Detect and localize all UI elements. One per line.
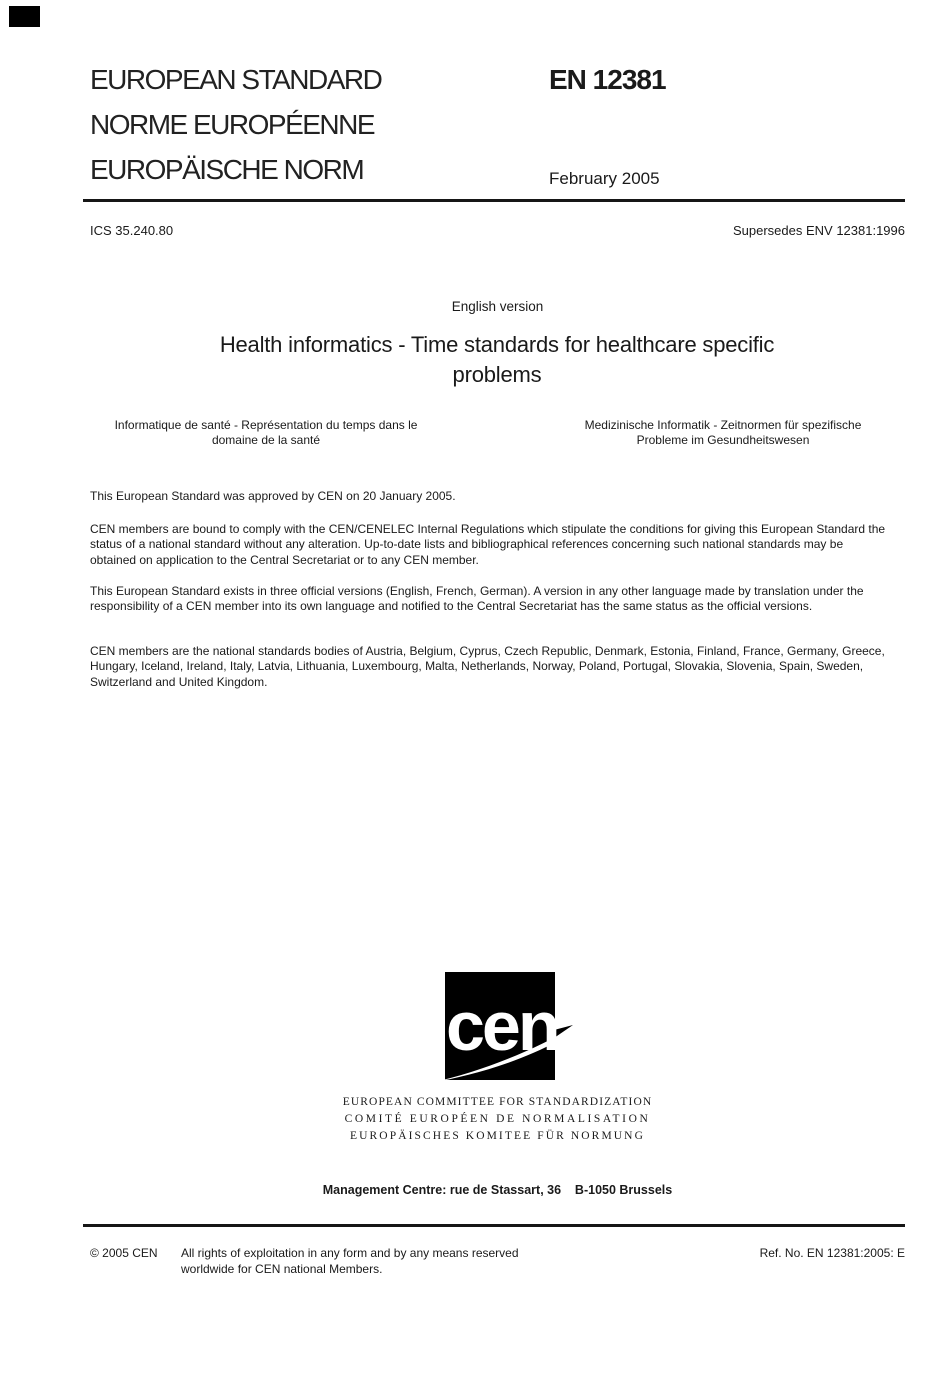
subtitle-french: Informatique de santé - Représentation du temps dans le domaine de la santé <box>114 418 418 447</box>
committee-name-de: EUROPÄISCHES KOMITEE FÜR NORMUNG <box>350 1130 645 1142</box>
footer-divider <box>83 1224 905 1227</box>
cen-logo-text: cen <box>446 987 558 1065</box>
version-label: English version <box>451 299 544 314</box>
committee-names <box>90 1094 905 1145</box>
publication-date: February 2005 <box>549 169 660 188</box>
reference-number: Ref. No. EN 12381:2005: E <box>759 1246 905 1260</box>
versions-paragraph: This European Standard exists in three official versions (English, French, German). A version in any other language made by translation under the responsibility of a CEN member into its own language and notified to the Central Secretariat has the same status as the official versions. <box>90 584 864 614</box>
members-paragraph: CEN members are the national standards bodies of Austria, Belgium, Cyprus, Czech Republic, Denmark, Estonia, Finland, France, Germany, Greece, Hungary, Iceland, Ireland, Italy, Latvia, Lithuania, Luxembourg, Malta, Netherlands, Norway, Poland, Portugal, Slovakia, Slovenia, Spain, Sweden, Switzerland and United Kingdom. <box>90 644 885 689</box>
header-divider <box>83 199 905 202</box>
masthead-title-fr: NORME EUROPÉENNE <box>90 109 375 140</box>
committee-name-fr: COMITÉ EUROPÉEN DE NORMALISATION <box>344 1113 651 1125</box>
standard-number: EN 12381 <box>549 64 666 95</box>
document-title: Health informatics - Time standards for healthcare specific problems <box>219 332 775 387</box>
masthead-title-de: EUROPÄISCHE NORM <box>90 154 364 185</box>
approval-paragraph: This European Standard was approved by CEN on 20 January 2005. <box>90 489 456 503</box>
ics-code: ICS 35.240.80 <box>90 223 174 238</box>
subtitle-german: Medizinische Informatik - Zeitnormen für spezifische Probleme im Gesundheitswesen <box>584 418 862 447</box>
supersedes-note: Supersedes ENV 12381:1996 <box>732 223 905 238</box>
copyright-notice: © 2005 CEN <box>90 1246 158 1260</box>
management-centre-address: Management Centre: rue de Stassart, 36 B-1050 Brussels <box>322 1183 673 1197</box>
masthead-title-en: EUROPEAN STANDARD <box>90 64 382 95</box>
scan-corner-mark <box>9 6 40 27</box>
rights-statement: All rights of exploitation in any form and by any means reserved worldwide for CEN national Members. <box>181 1246 519 1276</box>
cen-logo <box>420 970 580 1090</box>
regulations-paragraph: CEN members are bound to comply with the CEN/CENELEC Internal Regulations which stipulate the conditions for giving this European Standard the status of a national standard without any alteration. Up-to-date lists and bibliographical references concerning such national standards may be obtained on application to the Central Secretariat or to any CEN member. <box>90 522 886 567</box>
committee-name-en: EUROPEAN COMMITTEE FOR STANDARDIZATION <box>342 1096 653 1108</box>
